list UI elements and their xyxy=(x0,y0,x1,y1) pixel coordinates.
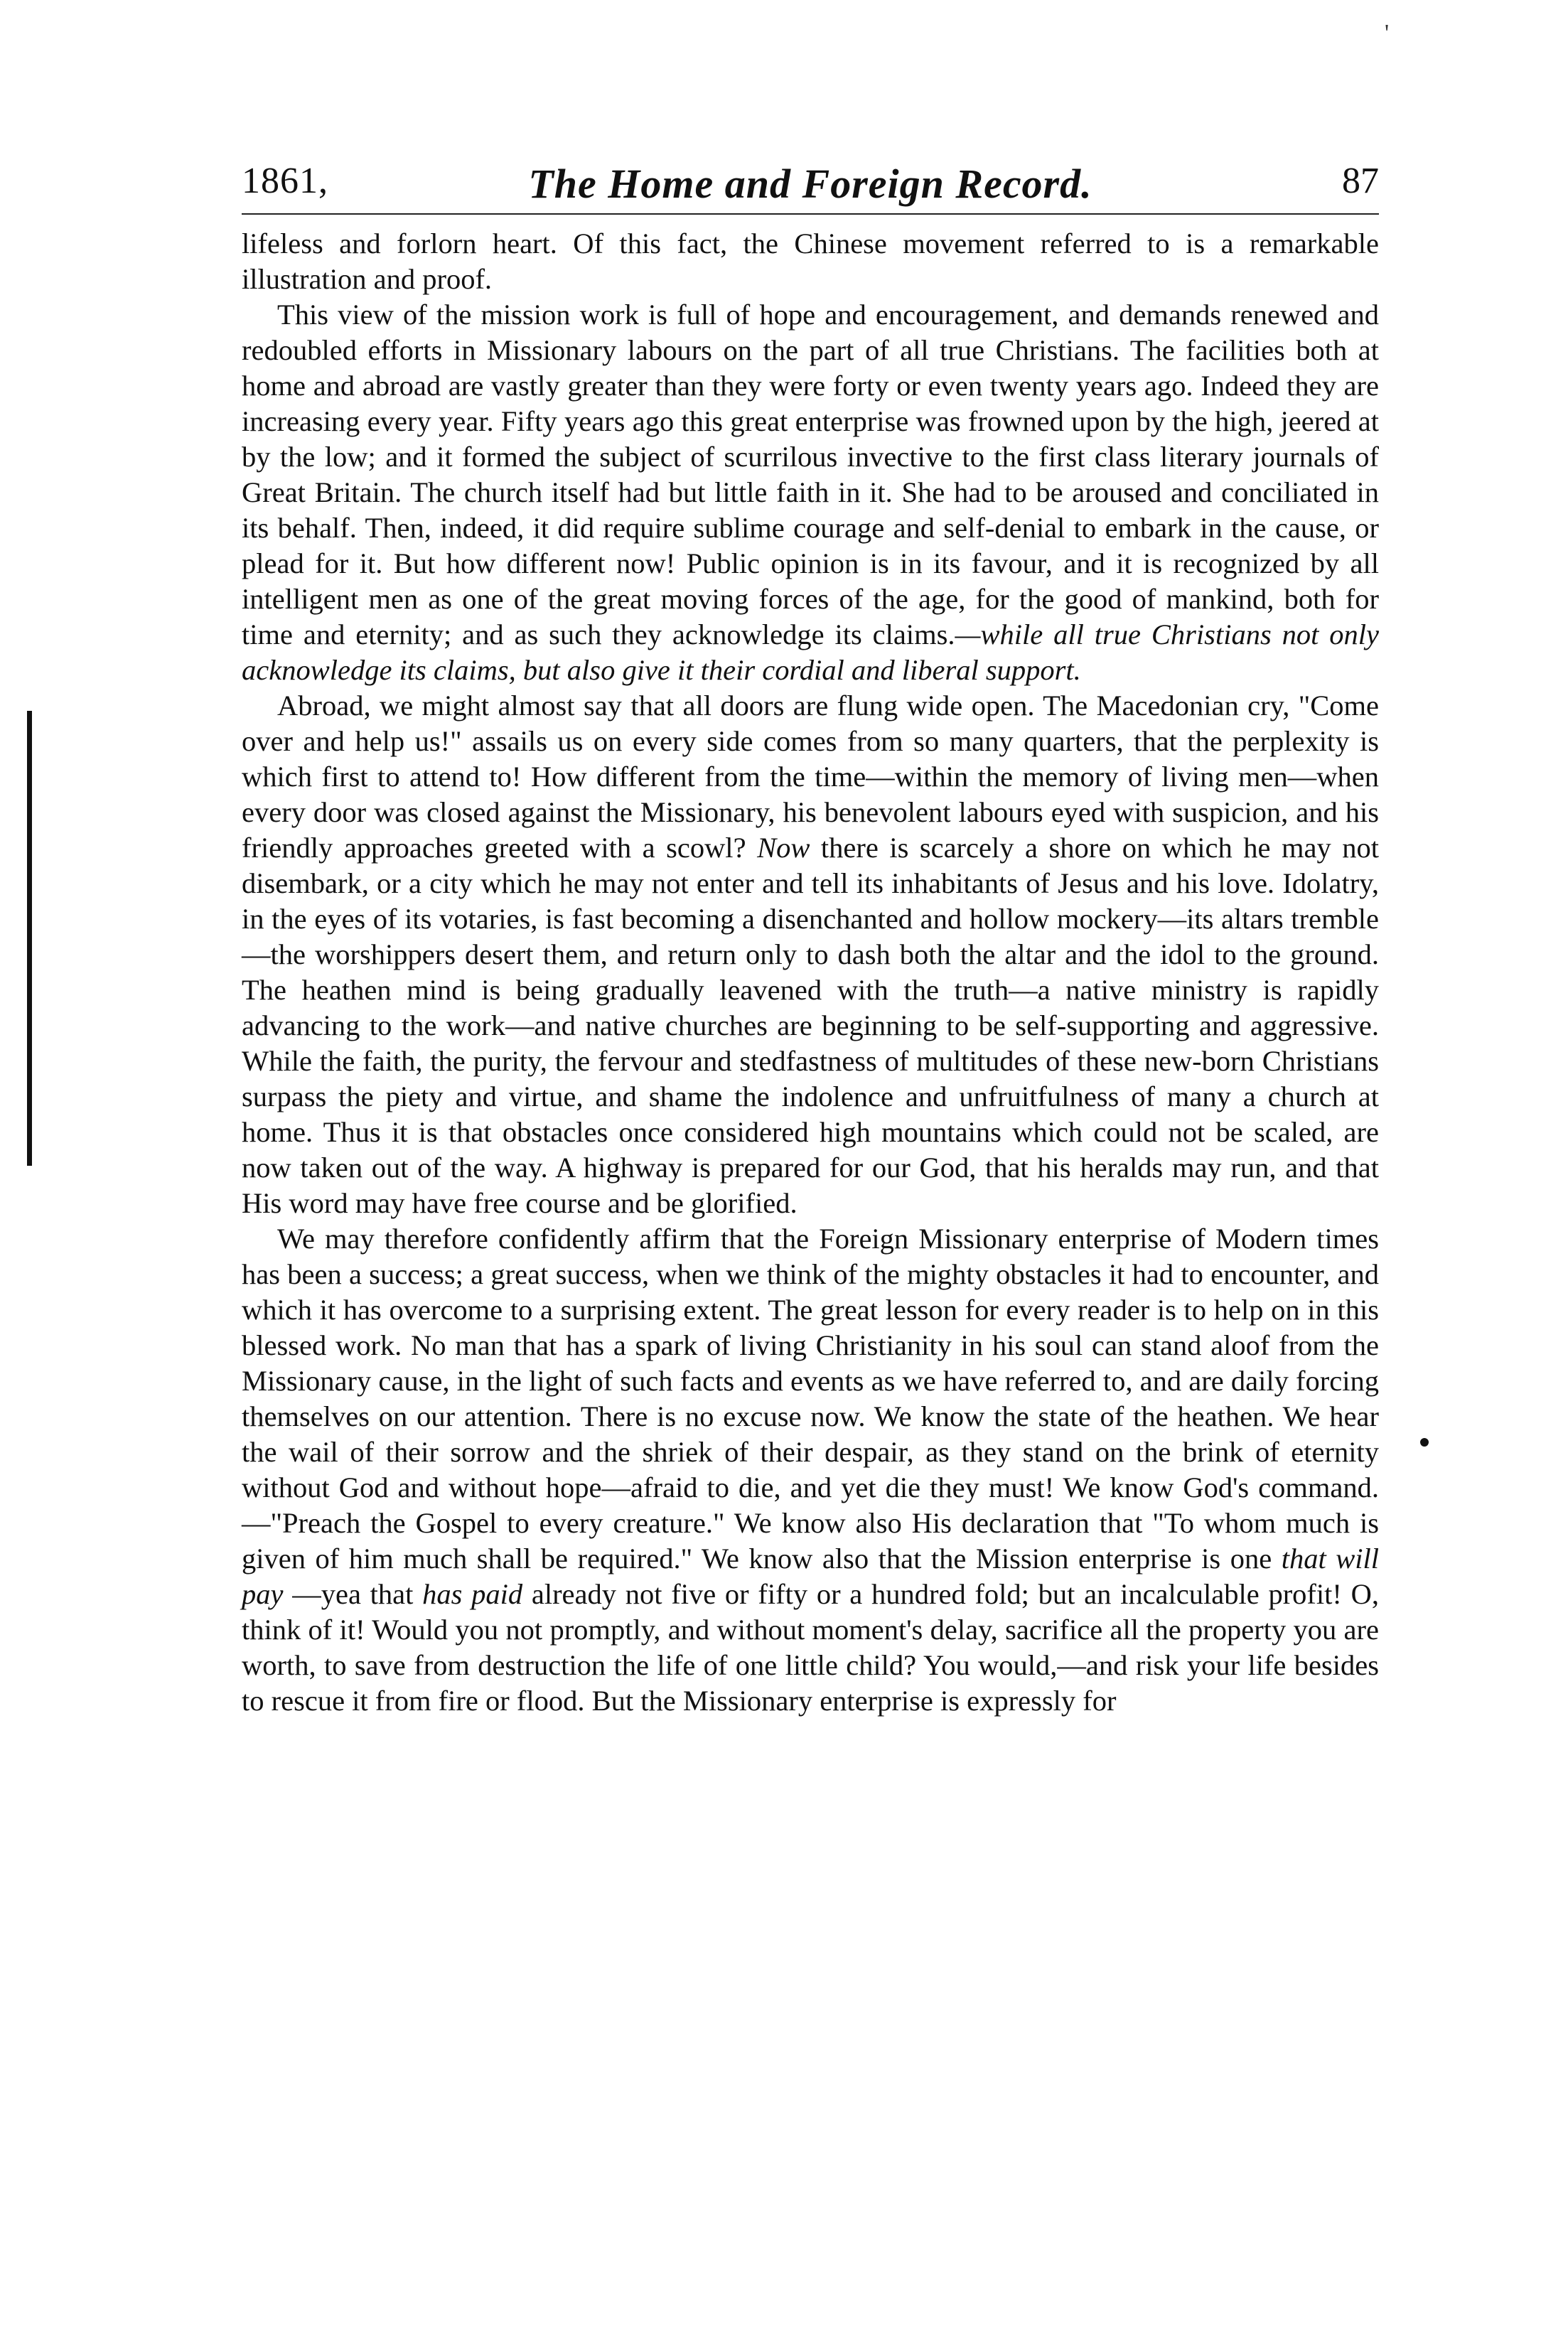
paragraph-3 xyxy=(242,688,1379,1221)
paragraph-4-text-b: —yea that xyxy=(283,1578,423,1610)
header-rule xyxy=(242,213,1379,215)
paragraph-1 xyxy=(242,226,1379,297)
paragraph-2-text: This view of the mission work is full of hope and encouragement, and demands renewed and redoubled efforts in Missionary labours on the part of all true Christians. The facilities both at home and abroad are vastly greater than they were forty or even twenty years ago. Indeed they are increasing every year. Fifty years ago this great enterprise was frowned upon by the high, jeered at by the low; and it formed the subject of scurrilous invective to the first class literary journals of Great Britain. The church itself had but little faith in it. She had to be aroused and conciliated in its behalf. Then, indeed, it did require sublime courage and self-denial to embark in the cause, or plead for it. But how different now! Public opinion is in its favour, and it is recognized by all intelligent men as one of the great moving forces of the age, for the good of mankind, both for time and eternity; and as such they acknowledge its claims. xyxy=(242,299,1379,650)
article-body xyxy=(242,226,1379,1719)
paragraph-4-italic-1: that will pay xyxy=(242,1543,1379,1610)
running-header xyxy=(242,160,1379,210)
paragraph-2-italic: —while all true Christians not only acknowledge its claims, but also give it their cordial and liberal support. xyxy=(242,618,1379,686)
margin-bar xyxy=(27,711,32,1166)
stray-mark: ' xyxy=(1385,20,1390,46)
page-number: 87 xyxy=(1342,161,1379,201)
paragraph-4-text-a: We may therefore confidently affirm that the Foreign Missionary enterprise of Modern times has been a success; a great success, when we think of the mighty obstacles it had to encounter, and which it has overcome to a surprising extent. The great lesson for every reader is to help on in this blessed work. No man that has a spark of living Christianity in his soul can stand aloof from the Missionary cause, in the light of such facts and events as we have referred to, and are daily forcing themselves on our attention. There is no excuse now. We know the state of the heathen. We hear the wail of their sorrow and the shriek of their despair, as they stand on the brink of eternity without God and without hope—afraid to die, and yet die they must! We know God's command.—"Preach the Gospel to every creature." We know also His declaration that "To whom much is given of him much shall be required." We know also that the Mission enterprise is one xyxy=(242,1223,1379,1575)
paragraph-2 xyxy=(242,297,1379,688)
paragraph-3-now: Now xyxy=(757,832,810,864)
paragraph-4-text-c: already not five or fifty or a hundred fold; but an incalculable profit! O, think of it! Would you not promptly, and without moment's delay, sacrifice all the property you are worth, to save from destruction the life of one little child? You would,—and risk your life besides to rescue it from fire or flood. But the Missionary enterprise is expressly for xyxy=(242,1578,1380,1717)
paragraph-3-text-b: there is scarcely a shore on which he may not disembark, or a city which he may not enter and tell its inhabitants of Jesus and his love. Idolatry, in the eyes of its votaries, is fast becoming a disenchanted and hollow mockery—its altars tremble—the worshippers desert them, and return only to dash both the altar and the idol to the ground. The heathen mind is being gradually leavened with the truth—a native ministry is rapidly advancing to the work—and native churches are beginning to be self-supporting and aggressive. While the faith, the purity, the fervour and stedfastness of multitudes of these new-born Christians surpass the piety and virtue, and shame the indolence and unfruitfulness of many a church at home. Thus it is that obstacles once considered high mountains which could not be scaled, are now taken out of the way. A highway is prepared for our God, that his heralds may run, and that His word may have free course and be glorified. xyxy=(242,832,1379,1219)
paragraph-4-italic-2: has paid xyxy=(422,1578,523,1610)
paragraph-1-text: lifeless and forlorn heart. Of this fact, the Chinese movement referred to is a remarkable illustration and proof. xyxy=(242,227,1379,295)
paragraph-4 xyxy=(242,1221,1379,1719)
paragraph-3-text-a: Abroad, we might almost say that all doors are flung wide open. The Macedonian cry, "Come over and help us!" assails us on every side comes from so many quarters, that the perplexity is which first to attend to! How different from the time—within the memory of living men—when every door was closed against the Missionary, his benevolent labours eyed with suspicion, and his friendly approaches greeted with a scowl? xyxy=(242,690,1379,864)
journal-title: The Home and Foreign Record. xyxy=(528,161,1092,207)
margin-dot xyxy=(1420,1438,1429,1447)
header-year: 1861, xyxy=(242,161,328,201)
